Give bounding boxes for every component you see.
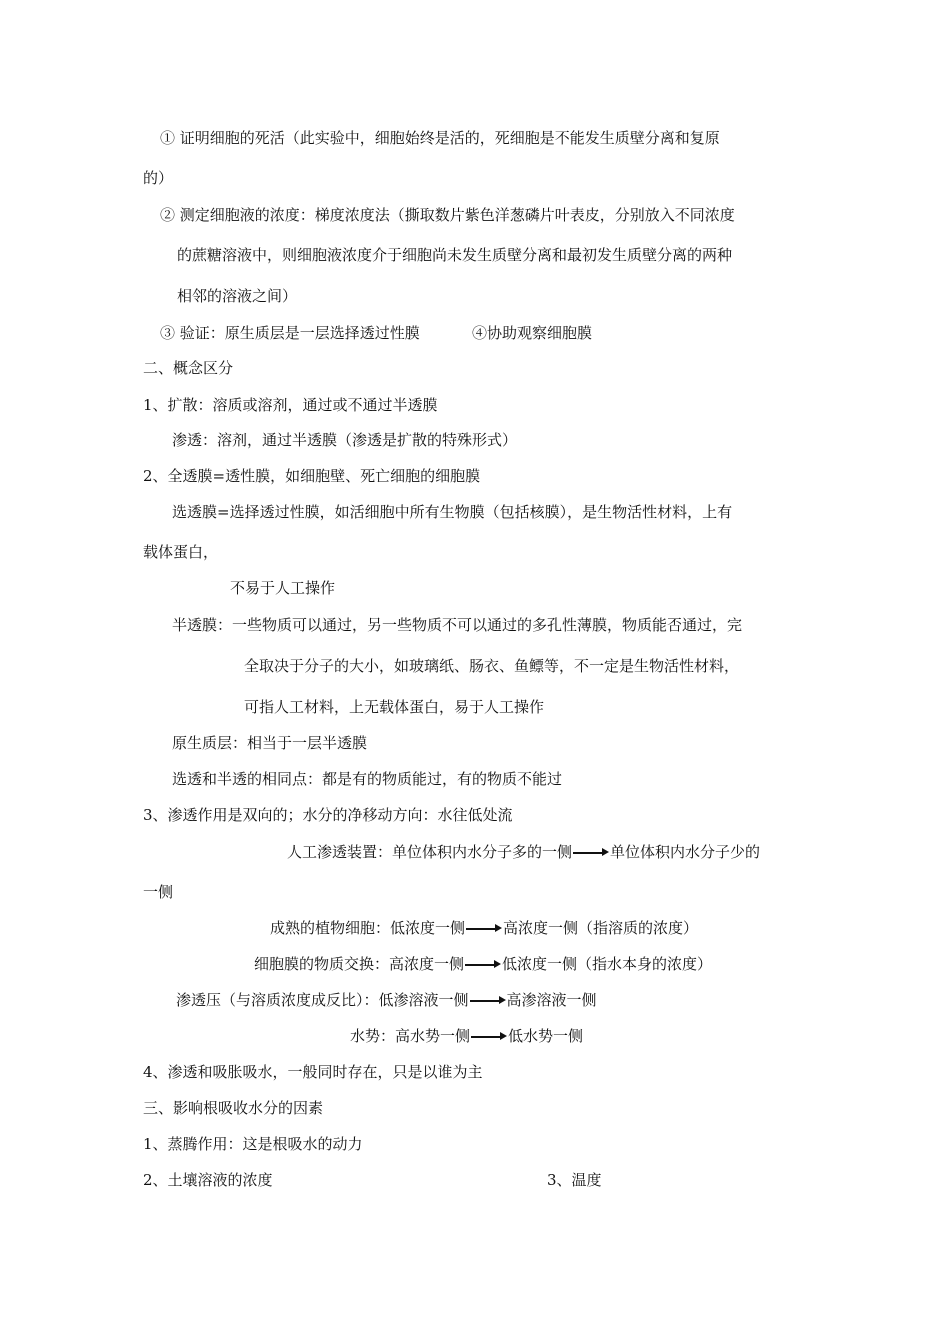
text-line: 2、土壤溶液的浓度 [143,1171,273,1189]
text-line: 的） [143,169,174,187]
arrow-right-icon [470,990,506,1010]
text-segment: 单位体积内水分子少的 [610,843,761,861]
text-segment: 高渗溶液一侧 [506,991,597,1009]
arrow-right-icon [573,842,609,862]
text-segment: 渗透压（与溶质浓度成反比）：低渗溶液一侧 [176,991,469,1009]
text-line: 不易于人工操作 [230,579,336,597]
text-segment: 细胞膜的物质交换：高浓度一侧 [254,955,465,973]
text-line: 2、全透膜=透性膜，如细胞壁、死亡细胞的细胞膜 [143,467,481,485]
text-line: 4、渗透和吸胀吸水，一般同时存在，只是以谁为主 [143,1063,483,1081]
text-line: 1、扩散：溶质或溶剂，通过或不通过半透膜 [143,396,438,414]
text-segment: 成熟的植物细胞：低浓度一侧 [270,919,466,937]
text-line: 半透膜：一些物质可以通过，另一些物质不可以通过的多孔性薄膜，物质能否通过，完 [172,616,743,634]
text-line: ① 证明细胞的死活（此实验中，细胞始终是活的，死细胞是不能发生质壁分离和复原 [160,129,720,147]
text-line: 3、温度 [547,1171,602,1189]
text-line: ③ 验证：原生质层是一层选择透过性膜 [160,324,420,342]
text-segment: 水势：高水势一侧 [350,1027,471,1045]
text-line: 原生质层：相当于一层半透膜 [172,734,368,752]
text-line [350,1026,583,1046]
text-segment: 低水势一侧 [508,1027,584,1045]
text-line: 一侧 [143,883,174,901]
text-line [254,954,712,974]
text-segment: 高浓度一侧（指溶质的浓度） [503,919,699,937]
text-line: 1、蒸腾作用：这是根吸水的动力 [143,1135,363,1153]
text-line: 可指人工材料，上无载体蛋白，易于人工操作 [244,698,545,716]
text-segment: 低浓度一侧（指水本身的浓度） [502,955,713,973]
text-line: 相邻的溶液之间） [177,287,298,305]
text-line: ② 测定细胞液的浓度：梯度浓度法（撕取数片紫色洋葱磷片叶表皮，分别放入不同浓度 [160,206,735,224]
section-heading: 二、概念区分 [143,359,234,377]
text-line: 全取决于分子的大小，如玻璃纸、肠衣、鱼鳔等，不一定是生物活性材料， [244,657,740,675]
text-line: 选透和半透的相同点：都是有的物质能过，有的物质不能过 [172,770,563,788]
text-line: 选透膜=选择透过性膜，如活细胞中所有生物膜（包括核膜），是生物活性材料，上有 [172,503,733,521]
arrow-right-icon [471,1026,507,1046]
arrow-right-icon [466,918,502,938]
text-line: 载体蛋白， [143,543,219,561]
arrow-right-icon [465,954,501,974]
text-line: ④协助观察细胞膜 [472,324,593,342]
text-line: 渗透：溶剂，通过半透膜（渗透是扩散的特殊形式） [172,431,518,449]
text-line [287,842,760,862]
text-segment: 人工渗透装置：单位体积内水分子多的一侧 [287,843,573,861]
text-line [270,918,698,938]
section-heading: 三、影响根吸收水分的因素 [143,1099,324,1117]
text-line [176,990,597,1010]
text-line: 3、渗透作用是双向的；水分的净移动方向：水往低处流 [143,806,513,824]
text-line: 的蔗糖溶液中，则细胞液浓度介于细胞尚未发生质壁分离和最初发生质壁分离的两种 [177,246,733,264]
